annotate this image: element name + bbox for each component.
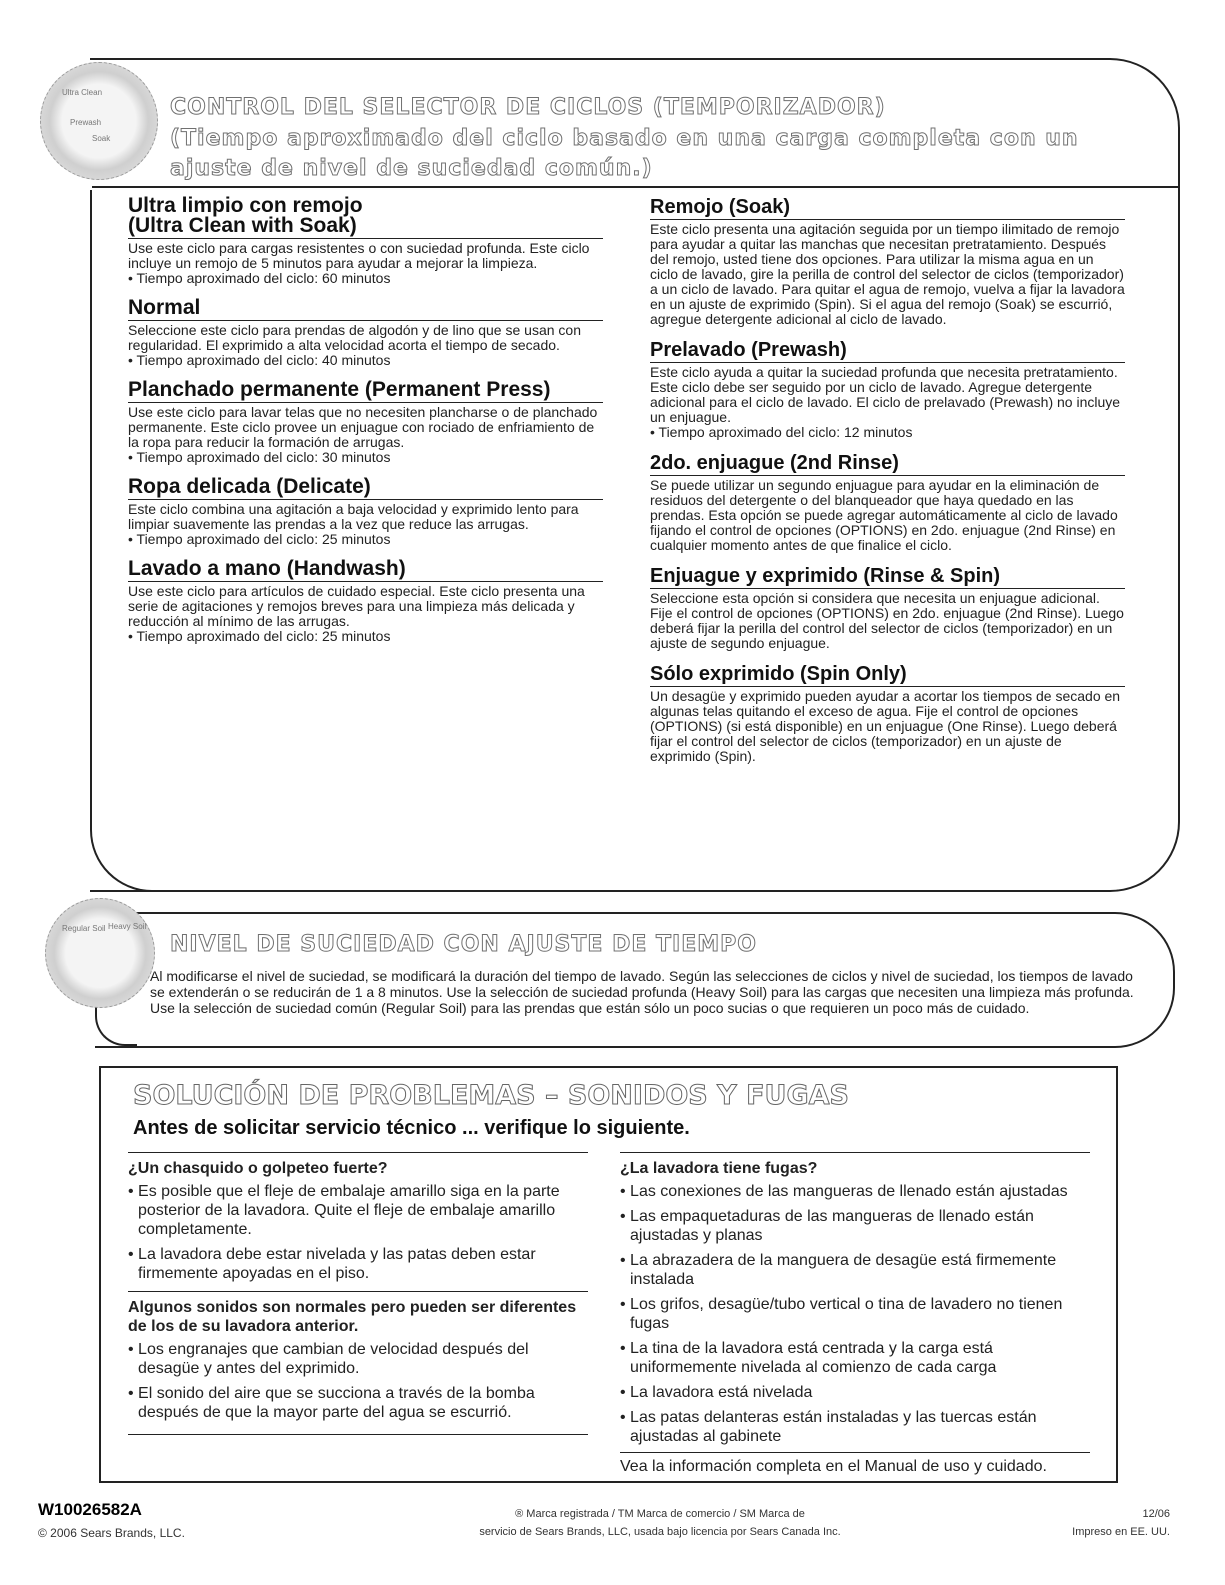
trademark-line-1: ® Marca registrada / TM Marca de comercio / SM Marca de bbox=[515, 1508, 805, 1520]
troubleshooting-right-column bbox=[620, 1152, 1090, 1476]
list-item: • La tina de la lavadora está centrada y la carga está uniformemente nivelada al comienzo de cada carga bbox=[620, 1340, 997, 1376]
cycle-heading: 2do. enjuague (2nd Rinse) bbox=[650, 452, 1125, 476]
dial-label-heavy-soil: Heavy Soil bbox=[108, 922, 147, 931]
cycle-rinse-spin bbox=[650, 565, 1125, 651]
dial-label-regular-soil: Regular Soil bbox=[62, 924, 106, 933]
cycle-time: • Tiempo aproximado del ciclo: 25 minutos bbox=[128, 531, 391, 547]
cycle-selector-subtitle-1: (Tiempo aproximado del ciclo basado en una carga completa con un bbox=[170, 126, 1079, 151]
cycle-time: • Tiempo aproximado del ciclo: 12 minutos bbox=[650, 424, 913, 440]
question-leaks: ¿La lavadora tiene fugas? bbox=[620, 1160, 818, 1177]
list-item: • El sonido del aire que se succiona a través de la bomba después de que la mayor parte del agua se escurrió. bbox=[128, 1385, 535, 1421]
copyright: © 2006 Sears Brands, LLC. bbox=[38, 1526, 185, 1540]
cycle-description: Este ciclo presenta una agitación seguida por un tiempo ilimitado de remojo para ayudar a quitar las manchas que necesitan pretratamiento. Después del remojo, usted tiene dos opciones. Para utilizar la misma agua en un ciclo de lavado, gire la perilla de control del selector de ciclos (temporizador) a un ciclo de lavado. Para quitar el agua de remojo, vuelva a fijar la lavadora en un ajuste de exprimido (Spin). Si el agua del remojo (Soak) se escurrió, agregue detergente adicional al ciclo de lavado. bbox=[650, 221, 1125, 327]
cycle-description: Se puede utilizar un segundo enjuague para ayudar en la eliminación de residuos del detergente o del blanqueador que haya quedado en las prendas. Esta opción se puede agregar automáticamente al ciclo de lavado fijando el control de opciones (OPTIONS) en 2do. enjuague (2nd Rinse) en cualquier momento antes de que finalice el ciclo. bbox=[650, 477, 1118, 553]
cycle-soak bbox=[650, 196, 1125, 327]
troubleshooting-subtitle: Antes de solicitar servicio técnico ... verifique lo siguiente. bbox=[133, 1117, 690, 1139]
dial-label-ultra-clean: Ultra Clean bbox=[62, 88, 103, 97]
cycles-right-column bbox=[650, 196, 1125, 764]
cycle-description: Este ciclo ayuda a quitar la suciedad profunda que necesita pretratamiento. Este ciclo debe ser seguido por un ciclo de lavado. Agregue detergente adicional para el ciclo de lavado. El ciclo de prelavado (Prewash) no incluye un enjuague. bbox=[650, 364, 1121, 425]
cycle-permanent-press bbox=[128, 380, 603, 465]
cycle-heading: Enjuague y exprimido (Rinse & Spin) bbox=[650, 565, 1125, 589]
cycle-description: Use este ciclo para artículos de cuidado especial. Este ciclo presenta una serie de agitaciones y remojos breves para una limpieza más delicada y reducción al mínimo de las arrugas. bbox=[128, 583, 585, 629]
list-item: • Las empaquetaduras de las mangueras de llenado están ajustadas y planas bbox=[620, 1208, 1034, 1244]
cycle-normal bbox=[128, 298, 603, 368]
cycle-heading: Normal bbox=[128, 298, 603, 321]
cycle-handwash bbox=[128, 559, 603, 644]
cycle-heading: Remojo (Soak) bbox=[650, 196, 1125, 220]
cycle-heading: Sólo exprimido (Spin Only) bbox=[650, 663, 1125, 687]
cycle-heading: Ropa delicada (Delicate) bbox=[128, 477, 603, 500]
cycle-heading: Lavado a mano (Handwash) bbox=[128, 559, 603, 582]
dial-label-soak: Soak bbox=[92, 134, 111, 143]
cycle-heading: Prelavado (Prewash) bbox=[650, 339, 1125, 363]
list-item: • Los engranajes que cambian de velocidad después del desagüe y antes del exprimido. bbox=[128, 1341, 529, 1377]
cycle-description: Seleccione esta opción si considera que necesita un enjuague adicional. Fije el control de opciones (OPTIONS) en 2do. enjuague (2nd Rinse). Luego deberá fijar la perilla del control del selector de ciclos (temporizador) en un ajuste de segundo enjuague. bbox=[650, 590, 1124, 651]
dial-label-prewash: Prewash bbox=[70, 118, 102, 127]
cycle-delicate bbox=[128, 477, 603, 547]
cycle-selector-divider bbox=[92, 186, 1178, 188]
cycle-selector-title: CONTROL DEL SELECTOR DE CICLOS (TEMPORIZADOR) bbox=[170, 95, 886, 120]
manual-reference-note: Vea la información completa en el Manual de uso y cuidado. bbox=[620, 1458, 1047, 1475]
cycle-time: • Tiempo aproximado del ciclo: 25 minutos bbox=[128, 628, 391, 644]
cycle-ultra-clean bbox=[128, 196, 603, 286]
cycle-description: Seleccione este ciclo para prendas de algodón y de lino que se usan con regularidad. El exprimido a alta velocidad acorta el tiempo de secado. bbox=[128, 322, 581, 353]
cycle-time: • Tiempo aproximado del ciclo: 60 minutos bbox=[128, 270, 391, 286]
list-item: • Las patas delanteras están instaladas y las tuercas están ajustadas al gabinete bbox=[620, 1409, 1037, 1445]
list-item: • La lavadora está nivelada bbox=[620, 1384, 813, 1401]
trademark-line-2: servicio de Sears Brands, LLC, usada bajo licencia por Sears Canada Inc. bbox=[479, 1526, 841, 1538]
option-2nd-rinse bbox=[650, 452, 1125, 553]
soil-dial-icon bbox=[45, 898, 155, 1008]
list-item: • Los grifos, desagüe/tubo vertical o tina de lavadero no tienen fugas bbox=[620, 1296, 1063, 1332]
question-normal-sounds: Algunos sonidos son normales pero pueden ser diferentes de los de su lavadora anterior. bbox=[128, 1299, 577, 1335]
soil-level-title: NIVEL DE SUCIEDAD CON AJUSTE DE TIEMPO bbox=[170, 932, 757, 957]
troubleshooting-title: SOLUCIÓN DE PROBLEMAS – SONIDOS Y FUGAS bbox=[133, 1080, 849, 1111]
cycle-description: Use este ciclo para cargas resistentes o con suciedad profunda. Este ciclo incluye un remojo de 5 minutos para ayudar a mejorar la limpieza. bbox=[128, 240, 590, 271]
printed-in: Impreso en EE. UU. bbox=[1072, 1526, 1170, 1538]
cycle-selector-subtitle-2: ajuste de nivel de suciedad común.) bbox=[170, 156, 653, 181]
cycle-time: • Tiempo aproximado del ciclo: 40 minutos bbox=[128, 352, 391, 368]
cycle-description: Un desagüe y exprimido pueden ayudar a acortar los tiempos de secado en algunas telas quitando el exceso de agua. Fije el control de opciones (OPTIONS) (si está disponible) en un enjuague (One Rinse). Luego deberá fijar el control del selector de ciclos (temporizador) en un ajuste de exprimido (Spin). bbox=[650, 688, 1121, 764]
cycle-description: Use este ciclo para lavar telas que no necesiten plancharse o de planchado permanente. Este ciclo provee un enjuague con rociado de enfriamiento de la ropa para reducir la formación de arrugas. bbox=[128, 404, 598, 450]
print-date: 12/06 bbox=[1142, 1508, 1170, 1520]
troubleshooting-left-column bbox=[128, 1152, 588, 1435]
cycle-time: • Tiempo aproximado del ciclo: 30 minutos bbox=[128, 449, 391, 465]
cycle-spin-only bbox=[650, 663, 1125, 764]
part-number: W10026582A bbox=[38, 1500, 142, 1519]
cycle-description: Este ciclo combina una agitación a baja velocidad y exprimido lento para limpiar suavemente las prendas a la vez que reduce las arrugas. bbox=[128, 501, 579, 532]
question-knocking: ¿Un chasquido o golpeteo fuerte? bbox=[128, 1160, 388, 1177]
list-item: • Es posible que el fleje de embalaje amarillo siga en la parte posterior de la lavadora. Quite el fleje de embalaje amarillo completamente. bbox=[128, 1183, 560, 1238]
cycles-left-column bbox=[128, 196, 603, 644]
list-item: • Las conexiones de las mangueras de llenado están ajustadas bbox=[620, 1183, 1068, 1200]
list-item: • La lavadora debe estar nivelada y las patas deben estar firmemente apoyadas en el piso. bbox=[128, 1246, 536, 1282]
cycle-heading: Ultra limpio con remojo (Ultra Clean with Soak) bbox=[128, 196, 603, 239]
cycle-prewash bbox=[650, 339, 1125, 440]
cycle-heading: Planchado permanente (Permanent Press) bbox=[128, 380, 603, 403]
soil-level-description: Al modificarse el nivel de suciedad, se modificará la duración del tiempo de lavado. Según las selecciones de ciclos y nivel de suciedad, los tiempos de lavado se extenderán o se reducirán de 1 a 8 minutos. Use la selección de suciedad profunda (Heavy Soil) para las cargas que necesiten una limpieza más profunda. Use la selección de suciedad común (Regular Soil) para las prendas que están sólo un poco sucias o que requieren un poco más de cuidado. bbox=[150, 968, 1134, 1016]
list-item: • La abrazadera de la manguera de desagüe está firmemente instalada bbox=[620, 1252, 1057, 1288]
